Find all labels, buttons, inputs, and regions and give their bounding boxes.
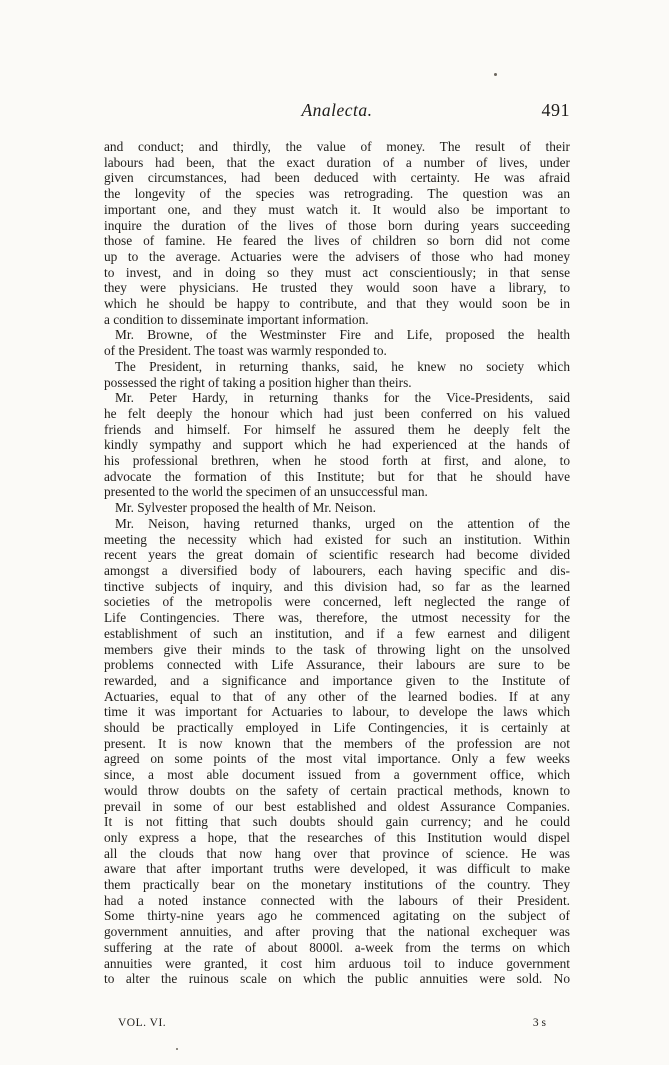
text-line: possessed the right of taking a position higher than theirs.	[104, 374, 412, 390]
text-line: problems connected with Life Assurance, their labours are sure to be	[104, 657, 570, 673]
text-line: to invest, and in doing so they must act conscientiously; in that sense	[104, 264, 570, 280]
text-line: Life Contingencies. There was, therefore, the utmost necessity for the	[104, 610, 570, 626]
text-line: had a noted instance connected with the labours of their President.	[104, 892, 570, 908]
text-line: government annuities, and after proving that the national exchequer was	[104, 924, 570, 940]
text-line: the longevity of the species was retrograding. The question was an	[104, 186, 570, 202]
text-line: amongst a diversified body of labourers, each having specific and dis-	[104, 562, 570, 578]
text-line: annuities were granted, it cost him arduous toil to induce government	[104, 955, 570, 971]
ink-speck	[176, 1048, 178, 1050]
text-line: societies of the metropolis were concerned, left neglected the range of	[104, 594, 570, 610]
page-footer	[104, 1017, 570, 1035]
text-line: tinctive subjects of inquiry, and this division had, so far as the learned	[104, 578, 570, 594]
text-line: would throw doubts on the safety of certain practical methods, known to	[104, 782, 570, 798]
text-line: kindly sympathy and support which he had experienced at the hands of	[104, 437, 570, 453]
text-line: suffering at the rate of about 8000l. a-week from the terms on which	[104, 939, 570, 955]
text-line: aware that after important truths were developed, it was difficult to make	[104, 861, 570, 877]
text-line: establishment of such an institution, and if a few earnest and diligent	[104, 625, 570, 641]
ink-speck	[494, 73, 497, 76]
text-line: important one, and they must watch it. It would also be important to	[104, 201, 570, 217]
text-line: all the clouds that now hang over that province of science. He was	[104, 845, 570, 861]
running-title: Analecta.	[301, 100, 373, 120]
text-line: a condition to disseminate important information.	[104, 311, 369, 327]
text-line: to alter the ruinous scale on which the public annuities were sold. No	[104, 971, 570, 987]
text-line: members give their minds to the task of throwing light on the unsolved	[104, 641, 570, 657]
text-line: present. It is now known that the members of the profession are not	[104, 735, 570, 751]
text-line: Actuaries, equal to that of any other of the learned bodies. If at any	[104, 688, 570, 704]
text-line: Mr. Browne, of the Westminster Fire and Life, proposed the health	[115, 327, 570, 343]
text-line: meeting the necessity which had existed for such an institution. Within	[104, 531, 570, 547]
text-line: since, a most able document issued from a government office, which	[104, 767, 570, 783]
text-line: inquire the duration of the lives of those born during years succeeding	[104, 217, 570, 233]
text-line: should be practically employed in Life Contingencies, it is certainly at	[104, 720, 570, 736]
volume-label: VOL. VI.	[118, 1017, 167, 1029]
text-line: prevail in some of our best established and oldest Assurance Companies.	[104, 798, 570, 814]
text-line: and conduct; and thirdly, the value of money. The result of their	[104, 139, 570, 154]
text-line: labours had been, that the exact duration of a number of lives, under	[104, 154, 570, 170]
text-line: he felt deeply the honour which had just been conferred on his valued	[104, 405, 570, 421]
signature-mark: 3 s	[532, 1017, 546, 1029]
text-line: those of famine. He feared the lives of children so born did not come	[104, 233, 570, 249]
text-line: of the President. The toast was warmly responded to.	[104, 343, 387, 359]
text-line: them practically bear on the monetary institutions of the country. They	[104, 877, 570, 893]
text-line: time it was important for Actuaries to labour, to develope the laws which	[104, 704, 570, 720]
text-line: It is not fitting that such doubts should gain currency; and he could	[104, 814, 570, 830]
text-line: Mr. Sylvester proposed the health of Mr. Neison.	[115, 500, 376, 516]
text-line: recent years the great domain of scientific research had become divided	[104, 547, 570, 563]
page-header	[104, 100, 570, 130]
text-line: they were physicians. He trusted they would soon have a library, to	[104, 280, 570, 296]
text-line: up to the average. Actuaries were the advisers of those who had money	[104, 248, 570, 264]
text-line: his professional brethren, when he stood forth at first, and alone, to	[104, 453, 570, 469]
text-line: Mr. Peter Hardy, in returning thanks for the Vice-Presidents, said	[115, 390, 570, 406]
text-line: friends and himself. For himself he assured them he deeply felt the	[104, 421, 570, 437]
text-line: only express a hope, that the researches of this Institution would dispel	[104, 829, 570, 845]
text-line: agreed on some points of the most vital importance. Only a few weeks	[104, 751, 570, 767]
text-line: advocate the formation of this Institute; but for that he should have	[104, 468, 570, 484]
page-number: 491	[541, 100, 570, 120]
text-line: rewarded, and a significance and importance given to the Institute of	[104, 672, 570, 688]
text-line: which he should be happy to contribute, and that they would soon be in	[104, 296, 570, 312]
text-line: presented to the world the specimen of an unsuccessful man.	[104, 484, 428, 500]
text-line: Mr. Neison, having returned thanks, urged on the attention of the	[115, 515, 570, 531]
text-line: given circumstances, had been deduced with certainty. He was afraid	[104, 170, 570, 186]
text-line: The President, in returning thanks, said, he knew no society which	[115, 358, 570, 374]
body-text	[104, 139, 570, 987]
text-line: Some thirty-nine years ago he commenced agitating on the subject of	[104, 908, 570, 924]
